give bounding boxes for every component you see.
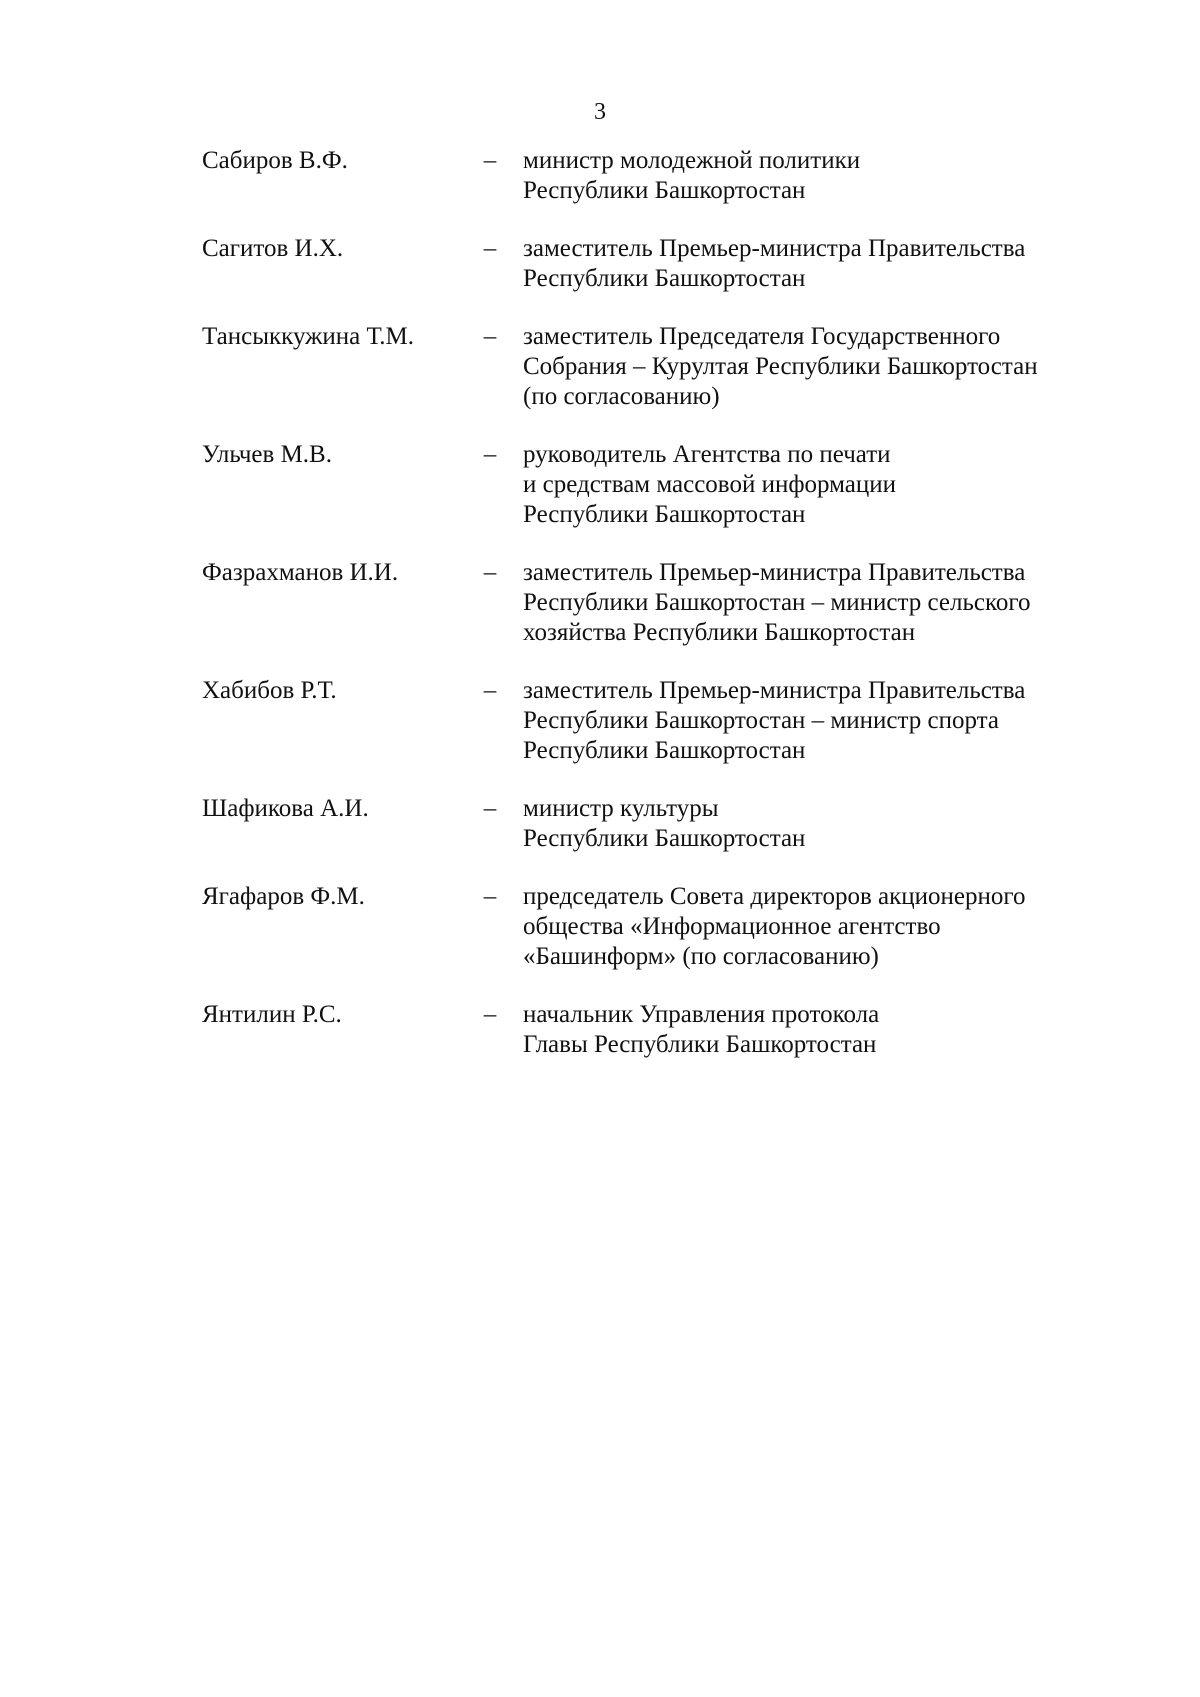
position-line: министр молодежной политики [523, 147, 861, 174]
separator-dash: – [483, 235, 497, 262]
page-number: 3 [594, 99, 606, 125]
member-name: Хабибов Р.Т. [202, 677, 337, 704]
position-line: заместитель Премьер-министра Правительства [523, 677, 1026, 704]
separator-dash: – [483, 795, 497, 822]
position-line: Республики Башкортостан [523, 265, 806, 292]
position-line: Республики Башкортостан [523, 177, 806, 204]
member-position [523, 234, 1123, 294]
member-name: Сагитов И.Х. [202, 235, 344, 262]
position-line: Республики Башкортостан [523, 501, 806, 528]
position-line: заместитель Премьер-министра Правительства [523, 235, 1026, 262]
member-list [0, 146, 1200, 1088]
position-line: «Башинформ» (по согласованию) [523, 943, 879, 970]
position-line: заместитель Премьер-министра Правительства [523, 559, 1026, 586]
member-name: Ягафаров Ф.М. [202, 883, 365, 910]
member-entry [0, 440, 1200, 530]
member-entry [0, 146, 1200, 206]
member-position [523, 440, 1123, 530]
position-line: Республики Башкортостан [523, 737, 806, 764]
member-entry [0, 1000, 1200, 1060]
position-line: министр культуры [523, 795, 719, 822]
member-name: Тансыккужина Т.М. [202, 323, 414, 350]
member-position [523, 322, 1123, 412]
position-line: заместитель Председателя Государственного [523, 323, 1001, 350]
position-line: хозяйства Республики Башкортостан [523, 619, 916, 646]
member-position [523, 146, 1123, 206]
member-position [523, 882, 1123, 972]
separator-dash: – [483, 323, 497, 350]
separator-dash: – [483, 883, 497, 910]
position-line: (по согласованию) [523, 383, 720, 410]
member-name: Янтилин Р.С. [202, 1001, 342, 1028]
position-line: общества «Информационное агентство [523, 913, 941, 940]
position-line: председатель Совета директоров акционерного [523, 883, 1026, 910]
separator-dash: – [483, 147, 497, 174]
member-name: Фазрахманов И.И. [202, 559, 399, 586]
member-entry [0, 794, 1200, 854]
member-name: Сабиров В.Ф. [202, 147, 348, 174]
position-line: начальник Управления протокола [523, 1001, 880, 1028]
member-entry [0, 234, 1200, 294]
position-line: Республики Башкортостан [523, 825, 806, 852]
member-name: Шафикова А.И. [202, 795, 369, 822]
position-line: руководитель Агентства по печати [523, 441, 891, 468]
separator-dash: – [483, 1001, 497, 1028]
position-line: Главы Республики Башкортостан [523, 1031, 877, 1058]
position-line: Республики Башкортостан – министр спорта [523, 707, 999, 734]
member-entry [0, 558, 1200, 648]
member-entry [0, 676, 1200, 766]
member-position [523, 1000, 1123, 1060]
separator-dash: – [483, 441, 497, 468]
member-position [523, 676, 1123, 766]
position-line: Республики Башкортостан – министр сельского [523, 589, 1031, 616]
member-position [523, 558, 1123, 648]
member-name: Ульчев М.В. [202, 441, 332, 468]
member-entry [0, 882, 1200, 972]
position-line: Собрания – Курултая Республики Башкортостан [523, 353, 1038, 380]
member-entry [0, 322, 1200, 412]
separator-dash: – [483, 677, 497, 704]
position-line: и средствам массовой информации [523, 471, 897, 498]
separator-dash: – [483, 559, 497, 586]
member-position [523, 794, 1123, 854]
